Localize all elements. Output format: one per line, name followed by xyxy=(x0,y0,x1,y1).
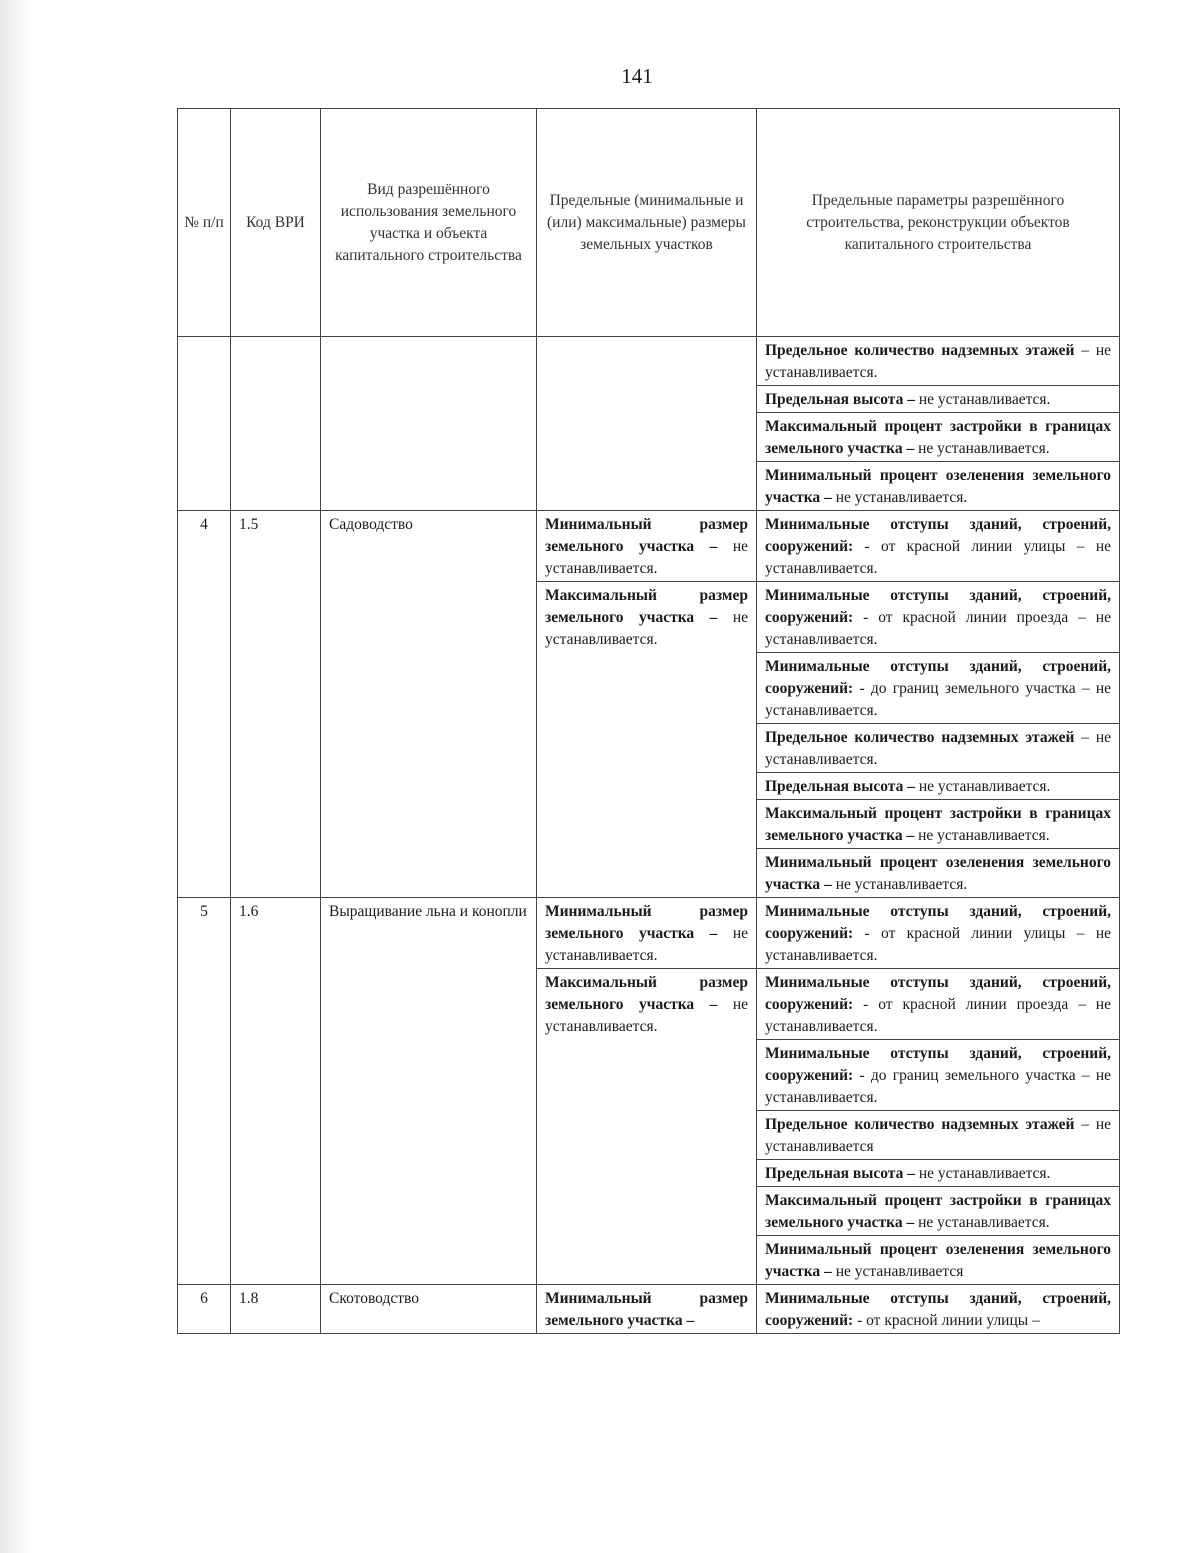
param-value: - от красной линии улицы – xyxy=(853,1312,1040,1329)
param-cell xyxy=(757,1040,1120,1111)
size-title: Минимальный размер земельного участка – xyxy=(545,1290,748,1329)
size-max-cell xyxy=(537,582,757,898)
param-value: - до границ земельного участка – не устанавливается. xyxy=(765,680,1111,719)
param-cell xyxy=(757,462,1120,511)
param-cell xyxy=(757,724,1120,773)
table-row xyxy=(178,1285,1120,1334)
param-cell xyxy=(757,1236,1120,1285)
regulations-table xyxy=(177,108,1120,1334)
param-title: Максимальный процент застройки в границах земельного участка – xyxy=(765,805,1111,844)
size-value: не устанавливается. xyxy=(545,925,748,964)
cell-code xyxy=(231,337,321,511)
row-kind: Садоводство xyxy=(321,511,537,898)
param-value: – не устанавливается. xyxy=(765,342,1111,381)
page-number: 141 xyxy=(621,64,653,88)
param-cell xyxy=(757,773,1120,800)
param-cell xyxy=(757,337,1120,386)
param-cell xyxy=(757,511,1120,582)
param-value: не устанавливается. xyxy=(831,876,968,893)
row-code: 1.5 xyxy=(231,511,321,898)
table-row xyxy=(178,337,1120,386)
param-cell xyxy=(757,898,1120,969)
size-min-cell xyxy=(537,1285,757,1334)
param-value: - от красной линии проезда – не устанавливается. xyxy=(765,996,1111,1035)
cell-sizes xyxy=(537,337,757,511)
param-cell xyxy=(757,1285,1120,1334)
param-value: не устанавливается xyxy=(831,1263,964,1280)
header-sizes: Предельные (минимальные и (или) максимальные) размеры земельных участков xyxy=(537,109,757,337)
row-kind: Выращивание льна и конопли xyxy=(321,898,537,1285)
param-title: Минимальные отступы зданий, строений, сооружений: xyxy=(765,587,1111,626)
table-header-row xyxy=(178,109,1120,337)
param-cell xyxy=(757,413,1120,462)
param-title: Минимальные отступы зданий, строений, сооружений: xyxy=(765,1290,1111,1329)
param-cell xyxy=(757,582,1120,653)
table-row xyxy=(178,511,1120,582)
param-value: не устанавливается. xyxy=(914,827,1050,844)
param-value: - от красной линии проезда – не устанавливается. xyxy=(765,609,1111,648)
param-title: Минимальные отступы зданий, строений, сооружений: xyxy=(765,1045,1111,1084)
param-title: Минимальный процент озеленения земельного участка – xyxy=(765,467,1111,506)
param-title: Предельная высота – xyxy=(765,1165,915,1182)
param-title: Максимальный процент застройки в границах земельного участка – xyxy=(765,418,1111,457)
param-title: Максимальный процент застройки в границах земельного участка – xyxy=(765,1192,1111,1231)
param-title: Предельная высота – xyxy=(765,391,915,408)
row-num: 6 xyxy=(178,1285,231,1334)
table-row xyxy=(178,898,1120,969)
param-cell xyxy=(757,1111,1120,1160)
size-title: Минимальный размер земельного участка – xyxy=(545,903,748,942)
size-title: Минимальный размер земельного участка – xyxy=(545,516,748,555)
param-title: Минимальный процент озеленения земельного участка – xyxy=(765,1241,1111,1280)
size-min-cell xyxy=(537,898,757,969)
param-title: Минимальные отступы зданий, строений, сооружений: xyxy=(765,516,1111,555)
row-code: 1.6 xyxy=(231,898,321,1285)
row-num: 5 xyxy=(178,898,231,1285)
param-cell xyxy=(757,386,1120,413)
param-cell xyxy=(757,1187,1120,1236)
param-title: Минимальные отступы зданий, строений, сооружений: xyxy=(765,903,1111,942)
size-value: не устанавливается. xyxy=(545,609,748,648)
param-value: не устанавливается. xyxy=(831,489,968,506)
header-params: Предельные параметры разрешённого строительства, реконструкции объектов капитального строительства xyxy=(757,109,1120,337)
param-title: Предельная высота – xyxy=(765,778,915,795)
param-value: не устанавливается. xyxy=(914,778,1051,795)
param-title: Минимальные отступы зданий, строений, сооружений: xyxy=(765,974,1111,1013)
cell-kind xyxy=(321,337,537,511)
param-value: - от красной линии улицы – не устанавливается. xyxy=(765,925,1111,964)
param-cell xyxy=(757,800,1120,849)
param-title: Минимальный процент озеленения земельного участка – xyxy=(765,854,1111,893)
row-code: 1.8 xyxy=(231,1285,321,1334)
size-value: не устанавливается. xyxy=(545,996,748,1035)
param-title: Предельное количество надземных этажей xyxy=(765,729,1075,746)
cell-num xyxy=(178,337,231,511)
param-value: - от красной линии улицы – не устанавливается. xyxy=(765,538,1111,577)
param-value: - до границ земельного участка – не устанавливается. xyxy=(765,1067,1111,1106)
param-value: не устанавливается. xyxy=(914,440,1050,457)
param-cell xyxy=(757,1160,1120,1187)
param-value: не устанавливается. xyxy=(914,1214,1050,1231)
header-kind: Вид разрешённого использования земельного участка и объекта капитального строительства xyxy=(321,109,537,337)
row-kind: Скотоводство xyxy=(321,1285,537,1334)
param-value: – не устанавливается xyxy=(765,1116,1111,1155)
param-title: Предельное количество надземных этажей xyxy=(765,1116,1075,1133)
param-cell xyxy=(757,969,1120,1040)
param-cell xyxy=(757,653,1120,724)
param-cell xyxy=(757,849,1120,898)
size-min-cell xyxy=(537,511,757,582)
size-max-cell xyxy=(537,969,757,1285)
param-value: не устанавливается. xyxy=(914,1165,1051,1182)
param-title: Минимальные отступы зданий, строений, сооружений: xyxy=(765,658,1111,697)
size-title: Максимальный размер земельного участка – xyxy=(545,587,748,626)
size-value: не устанавливается. xyxy=(545,538,748,577)
param-title: Предельное количество надземных этажей xyxy=(765,342,1075,359)
param-value: не устанавливается. xyxy=(914,391,1051,408)
param-value: – не устанавливается. xyxy=(765,729,1111,768)
scan-shadow xyxy=(0,0,34,1553)
header-code: Код ВРИ xyxy=(231,109,321,337)
row-num: 4 xyxy=(178,511,231,898)
header-num: № п/п xyxy=(178,109,231,337)
size-title: Максимальный размер земельного участка – xyxy=(545,974,748,1013)
